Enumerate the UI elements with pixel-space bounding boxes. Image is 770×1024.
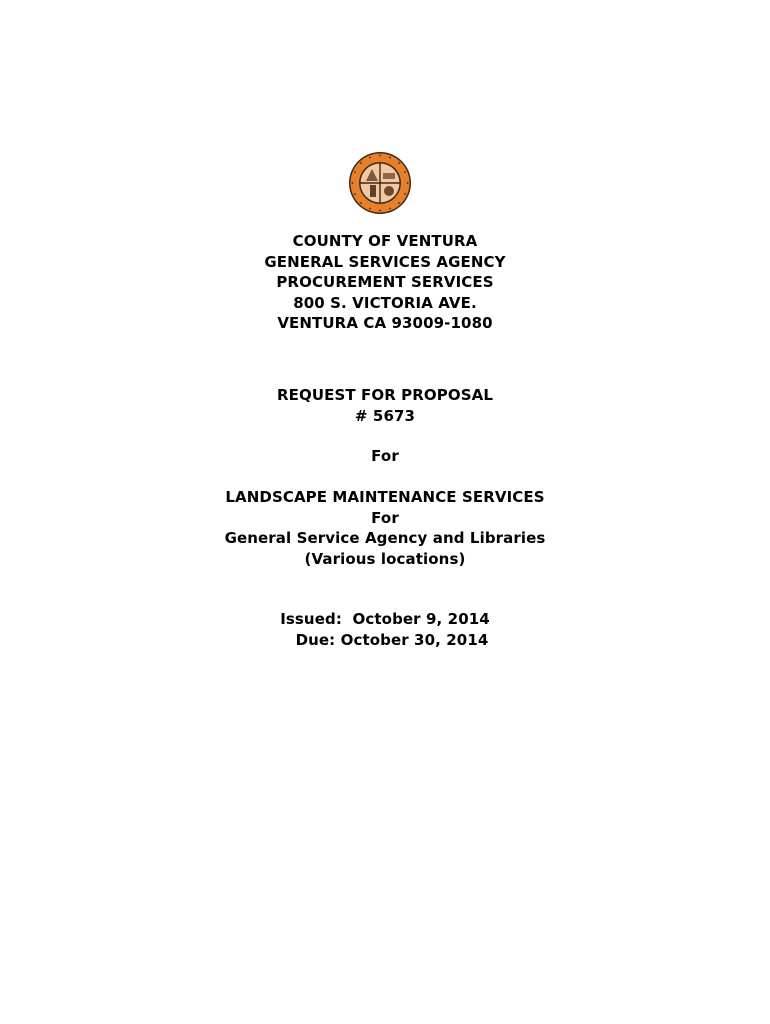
- issued-date: Issued: October 9, 2014: [280, 610, 490, 628]
- service-description: [0, 487, 770, 569]
- county-name: COUNTY OF VENTURA: [292, 232, 478, 250]
- for-label: For: [371, 447, 399, 465]
- county-seal-icon: [348, 151, 412, 215]
- client-name: General Service Agency and Libraries: [224, 529, 546, 547]
- for-label-block: [0, 446, 770, 467]
- department-name: PROCUREMENT SERVICES: [276, 273, 494, 291]
- agency-name: GENERAL SERVICES AGENCY: [264, 252, 506, 271]
- due-date: Due: October 30, 2014: [295, 630, 489, 649]
- locations-note: (Various locations): [304, 549, 466, 568]
- service-name: LANDSCAPE MAINTENANCE SERVICES: [225, 488, 545, 506]
- service-for-label: For: [371, 508, 399, 527]
- rfp-heading: [0, 385, 770, 426]
- agency-address-block: [0, 231, 770, 334]
- street-address: 800 S. VICTORIA AVE.: [293, 293, 477, 312]
- rfp-title: REQUEST FOR PROPOSAL: [276, 386, 493, 404]
- dates-block: [0, 609, 770, 650]
- rfp-number: # 5673: [354, 406, 416, 425]
- city-state-zip: VENTURA CA 93009-1080: [277, 314, 493, 332]
